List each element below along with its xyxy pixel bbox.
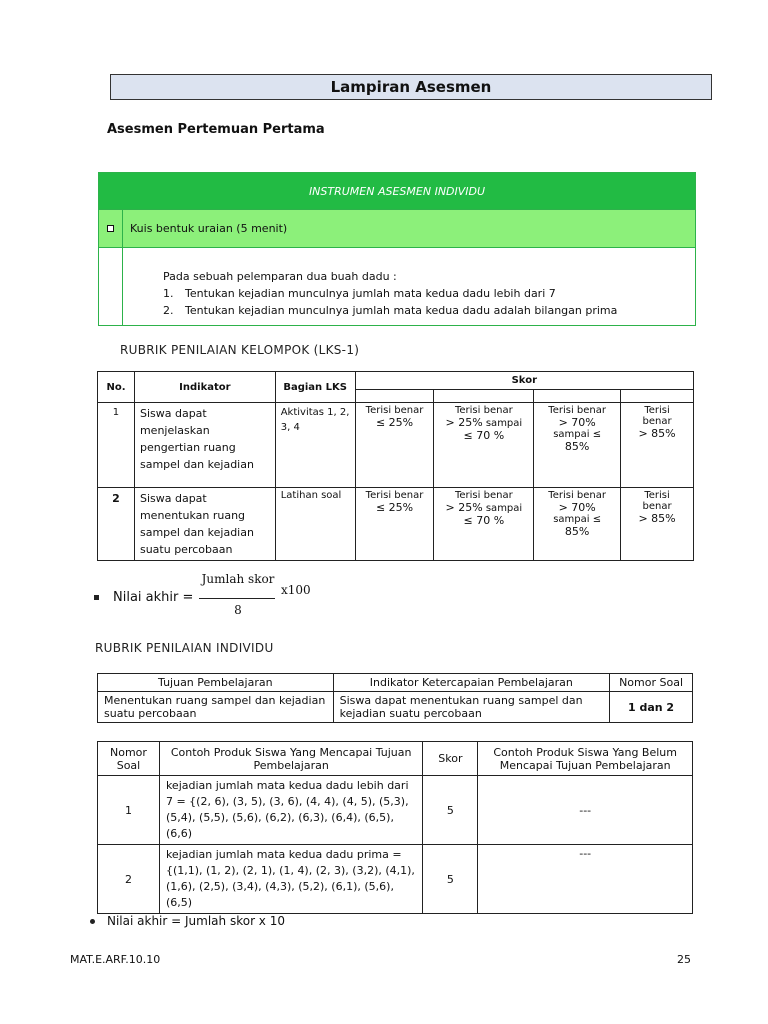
score-cell: Terisi benar ≤ 25% [355, 403, 434, 488]
row-skor: 5 [423, 845, 478, 914]
header-bagian: Bagian LKS [275, 372, 355, 403]
header-nomor: Nomor Soal [98, 742, 160, 776]
instrument-box [98, 172, 696, 326]
quiz-checkbox-cell [99, 210, 123, 247]
table-row [98, 845, 693, 914]
skor-sub [534, 390, 621, 403]
quiz-label: Kuis bentuk uraian (5 menit) [130, 222, 288, 235]
skor-sub [434, 390, 534, 403]
question-2: 2. Tentukan kejadian munculnya jumlah mata kedua dadu adalah bilangan prima [163, 304, 618, 317]
row-indikator: Siswa dapat menjelaskan pengertian ruang sampel dan kejadian [134, 403, 275, 488]
rubrik-individu-title: RUBRIK PENILAIAN INDIVIDU [95, 641, 274, 655]
checkbox-icon [107, 225, 114, 232]
row-bagian: Latihan soal [275, 488, 355, 561]
cell-indikator: Siswa dapat menentukan ruang sampel dan kejadian suatu percobaan [333, 692, 609, 723]
score-cell: Terisi benar > 85% [621, 403, 694, 488]
row-contoh: kejadian jumlah mata kedua dadu lebih dari 7 = {(2, 6), (3, 5), (3, 6), (4, 4), (4, 5), (5,3), (5,4), (5,5), (5,6), (6,2), (6,3), (6,4), (6,5), (6,6) [159, 776, 422, 845]
header-tujuan: Tujuan Pembelajaran [98, 674, 334, 692]
row-no: 1 [98, 776, 160, 845]
page-number: 25 [677, 953, 691, 966]
table-row [98, 403, 694, 488]
header-skor: Skor [355, 372, 693, 390]
header-skor: Skor [423, 742, 478, 776]
question-left-cell [99, 248, 123, 326]
formula-factor: x100 [281, 583, 311, 597]
header-contoh: Contoh Produk Siswa Yang Mencapai Tujuan Pembelajaran [159, 742, 422, 776]
row-indikator: Siswa dapat menentukan ruang sampel dan kejadian suatu percobaan [134, 488, 275, 561]
skor-sub [355, 390, 434, 403]
rubrik-individu-table [97, 673, 693, 723]
score-cell: Terisi benar > 70% sampai ≤ 85% [534, 488, 621, 561]
quiz-row [99, 209, 695, 247]
section-title: Asesmen Pertemuan Pertama [107, 122, 325, 137]
bullet-icon [90, 919, 95, 924]
score-cell: Terisi benar > 85% [621, 488, 694, 561]
row-contoh: kejadian jumlah mata kedua dadu prima = {(1,1), (1, 2), (2, 1), (1, 4), (2, 3), (3,2), (4,1), (1,6), (2,5), (3,4), (4,3), (5,2), (6,1), (5,6), (6,5) [159, 845, 422, 914]
contoh-produk-table [97, 741, 693, 914]
table-row [98, 692, 693, 723]
cell-nomor: 1 dan 2 [610, 692, 693, 723]
row-no: 2 [98, 488, 135, 561]
question-1: 1. Tentukan kejadian munculnya jumlah mata kedua dadu lebih dari 7 [163, 287, 556, 300]
header-indikator-ketercapaian: Indikator Ketercapaian Pembelajaran [333, 674, 609, 692]
page-title: Lampiran Asesmen [110, 74, 712, 100]
header-belum: Contoh Produk Siswa Yang Belum Mencapai Tujuan Pembelajaran [478, 742, 693, 776]
question-intro: Pada sebuah pelemparan dua buah dadu : [163, 270, 397, 283]
row-no: 1 [98, 403, 135, 488]
header-no: No. [98, 372, 135, 403]
row-skor: 5 [423, 776, 478, 845]
table-row [98, 776, 693, 845]
table-row [98, 488, 694, 561]
cell-tujuan: Menentukan ruang sampel dan kejadian suatu percobaan [98, 692, 334, 723]
question-body [99, 247, 695, 326]
instrument-header: INSTRUMEN ASESMEN INDIVIDU [99, 173, 695, 209]
formula-numerator: Jumlah skor [201, 572, 275, 586]
score-cell: Terisi benar > 25% sampai ≤ 70 % [434, 488, 534, 561]
row-belum: --- [478, 776, 693, 845]
bullet-icon [94, 595, 99, 600]
row-bagian: Aktivitas 1, 2, 3, 4 [275, 403, 355, 488]
header-indikator: Indikator [134, 372, 275, 403]
score-cell: Terisi benar ≤ 25% [355, 488, 434, 561]
footer-code: MAT.E.ARF.10.10 [70, 953, 161, 966]
formula-2: Nilai akhir = Jumlah skor x 10 [90, 914, 285, 928]
formula-denominator: 8 [234, 603, 242, 617]
rubrik-kelompok-title: RUBRIK PENILAIAN KELOMPOK (LKS-1) [120, 343, 360, 357]
formula-1: Nilai akhir = [94, 590, 193, 605]
row-no: 2 [98, 845, 160, 914]
header-nomor-soal: Nomor Soal [610, 674, 693, 692]
score-cell: Terisi benar > 25% sampai ≤ 70 % [434, 403, 534, 488]
question-text [163, 268, 617, 319]
skor-sub [621, 390, 694, 403]
score-cell: Terisi benar > 70% sampai ≤ 85% [534, 403, 621, 488]
row-belum: --- [478, 845, 693, 914]
rubrik-kelompok-table [97, 371, 694, 561]
fraction-line [199, 598, 275, 599]
